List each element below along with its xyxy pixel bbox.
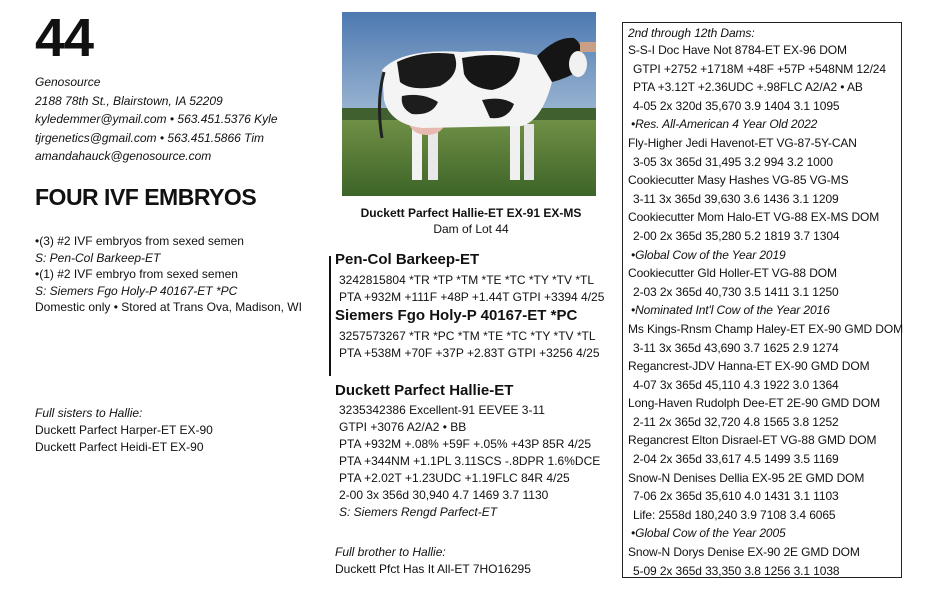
embryo-item-1-sire: S: Pen-Col Barkeep-ET	[35, 250, 161, 265]
sire-2-proof: PTA +538M +70F +37P +2.83T GTPI +3256 4/25	[339, 346, 600, 360]
dam-line: PTA +2.02T +1.23UDC +1.19FLC 84R 4/25	[339, 471, 570, 485]
full-brother-name: Duckett Pfct Has It All-ET 7HO16295	[335, 562, 531, 576]
dam-block	[335, 382, 600, 521]
dam-ancestor-name: Snow-N Denises Dellia EX-95 2E GMD DOM	[628, 470, 865, 485]
sire-2-block	[335, 307, 600, 362]
dam-ancestor-record: 7-06 2x 365d 35,610 4.0 1431 3.1 1103	[633, 489, 839, 504]
dam-ancestor-name: Fly-Higher Jedi Havenot-ET VG-87-5Y-CAN	[628, 135, 857, 150]
dam-ancestor-record: PTA +3.12T +2.36UDC +.98FLC A2/A2 • AB	[633, 80, 863, 95]
contact-line-tim: tjrgenetics@gmail.com • 563.451.5866 Tim	[35, 130, 265, 145]
dam-ancestor-note: •Nominated Int'l Cow of the Year 2016	[631, 303, 830, 318]
contact-line-kyle: kyledemmer@ymail.com • 563.451.5376 Kyle	[35, 112, 278, 126]
dam-ancestor-name: S-S-I Doc Have Not 8784-ET EX-96 DOM	[628, 43, 847, 57]
dam-ancestor-record: 3-05 3x 365d 31,495 3.2 994 3.2 1000	[633, 154, 833, 169]
embryo-item-1: •(3) #2 IVF embryos from sexed semen	[35, 234, 244, 248]
dam-ancestor-name: Ms Kings-Rnsm Champ Haley-ET EX-90 GMD DOM	[628, 321, 903, 336]
sire-1-ids: 3242815804 *TR *TP *TM *TE *TC *TY *TV *TL	[339, 273, 594, 287]
dam-ancestor-note: •Global Cow of the Year 2005	[631, 526, 786, 541]
contact-line-amanda: amandahauck@genosource.com	[35, 149, 212, 163]
consignor-address: 2188 78th St., Blairstown, IA 52209	[35, 93, 223, 108]
cow-photo	[342, 12, 596, 196]
embryo-item-2: •(1) #2 IVF embryo from sexed semen	[35, 267, 238, 281]
sire-2-name: Siemers Fgo Holy-P 40167-ET *PC	[335, 307, 578, 324]
offering-heading: FOUR IVF EMBRYOS	[35, 184, 257, 210]
full-brother	[335, 544, 531, 578]
storage-note: Domestic only • Stored at Trans Ova, Madison, WI	[35, 300, 302, 314]
dam-ancestor-name: Cookiecutter Mom Halo-ET VG-88 EX-MS DOM	[628, 210, 880, 225]
embryo-list	[35, 233, 302, 316]
dam-ancestor-name: Cookiecutter Gld Holler-ET VG-88 DOM	[628, 266, 837, 281]
dam-ancestor-name: Regancrest-JDV Hanna-ET EX-90 GMD DOM	[628, 359, 870, 374]
dam-name: Duckett Parfect Hallie-ET	[335, 382, 514, 399]
dam-ancestor-record: GTPI +2752 +1718M +48F +57P +548NM 12/24	[633, 61, 886, 76]
photo-caption-sub: Dam of Lot 44	[433, 222, 509, 236]
pedigree-bracket-line	[329, 256, 331, 376]
dam-ancestor-record: 3-11 3x 365d 39,630 3.6 1436 3.1 1209	[633, 191, 839, 206]
dam-ancestor-name: Snow-N Dorys Denise EX-90 2E GMD DOM	[628, 545, 860, 560]
dam-ancestor-record: 4-07 3x 365d 45,110 4.3 1922 3.0 1364	[633, 377, 839, 392]
dam-line: GTPI +3076 A2/A2 • BB	[339, 420, 467, 434]
dam-ancestor-name: Long-Haven Rudolph Dee-ET 2E-90 GMD DOM	[628, 396, 880, 411]
dam-line: PTA +344NM +1.1PL 3.11SCS -.8DPR 1.6%DCE	[339, 454, 601, 468]
cow-illustration	[342, 12, 596, 196]
consignor-company: Genosource	[35, 75, 101, 89]
sire-2-ids: 3257573267 *TR *PC *TM *TE *TC *TY *TV *TL	[339, 329, 596, 343]
embryo-item-2-sire: S: Siemers Fgo Holy-P 40167-ET *PC	[35, 283, 238, 298]
full-brother-label: Full brother to Hallie:	[335, 545, 446, 559]
dam-ancestor-record: 2-03 2x 365d 40,730 3.5 1411 3.1 1250	[633, 284, 839, 299]
dam-ancestor-name: Regancrest Elton Disrael-ET VG-88 GMD DOM	[628, 433, 877, 448]
consignor-contact	[35, 73, 278, 166]
full-sister-2: Duckett Parfect Heidi-ET EX-90	[35, 440, 204, 454]
full-sisters	[35, 405, 213, 456]
sire-1-name: Pen-Col Barkeep-ET	[335, 251, 480, 268]
dams-heading: 2nd through 12th Dams:	[628, 26, 755, 40]
dam-ancestor-record: Life: 2558d 180,240 3.9 7108 3.4 6065	[633, 507, 836, 522]
dams-list	[628, 25, 903, 580]
lot-number: 44	[35, 8, 94, 68]
dam-line: 2-00 3x 356d 30,940 4.7 1469 3.7 1130	[339, 488, 549, 502]
dam-ancestor-record: 5-09 2x 365d 33,350 3.8 1256 3.1 1038	[633, 563, 840, 578]
photo-caption	[330, 205, 612, 237]
dam-ancestor-record: 2-11 2x 365d 32,720 4.8 1565 3.8 1252	[633, 414, 839, 429]
dam-ancestor-record: 4-05 2x 320d 35,670 3.9 1404 3.1 1095	[633, 98, 840, 113]
sire-1-block	[335, 251, 604, 306]
dam-line: PTA +932M +.08% +59F +.05% +43P 85R 4/25	[339, 437, 592, 451]
full-sisters-label: Full sisters to Hallie:	[35, 406, 143, 420]
dam-line: 3235342386 Excellent-91 EEVEE 3-11	[339, 403, 545, 417]
photo-caption-name: Duckett Parfect Hallie-ET EX-91 EX-MS	[360, 206, 582, 220]
dam-sire: S: Siemers Rengd Parfect-ET	[339, 505, 498, 519]
dam-ancestor-name: Cookiecutter Masy Hashes VG-85 VG-MS	[628, 173, 849, 188]
dam-ancestor-note: •Global Cow of the Year 2019	[631, 247, 786, 262]
dam-ancestor-note: •Res. All-American 4 Year Old 2022	[631, 117, 818, 132]
full-sister-1: Duckett Parfect Harper-ET EX-90	[35, 423, 213, 437]
dam-ancestor-record: 3-11 3x 365d 43,690 3.7 1625 2.9 1274	[633, 340, 839, 355]
dam-ancestor-record: 2-00 2x 365d 35,280 5.2 1819 3.7 1304	[633, 228, 840, 243]
sire-1-proof: PTA +932M +111F +48P +1.44T GTPI +3394 4/25	[339, 290, 605, 304]
dam-ancestor-record: 2-04 2x 365d 33,617 4.5 1499 3.5 1169	[633, 452, 839, 467]
